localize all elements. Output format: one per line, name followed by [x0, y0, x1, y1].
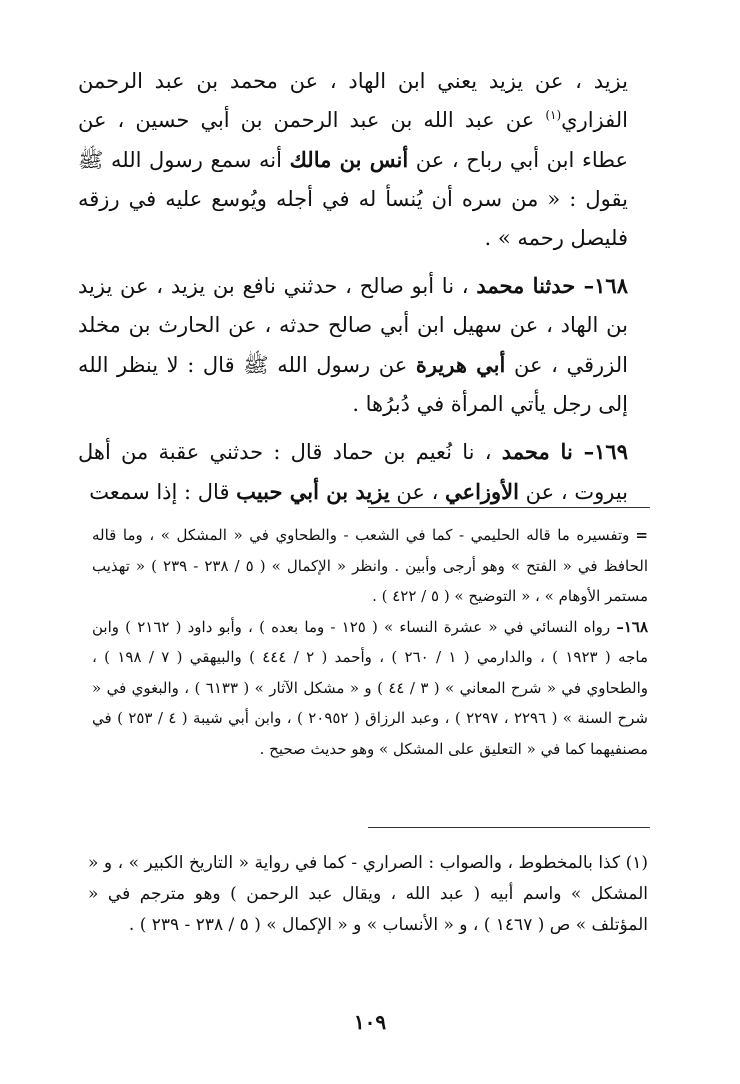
text-span: ، نا أبو صالح ، حدثني نافع بن يزيد ، عن يزيد بن الهاد ، عن سهيل ابن أبي صالح حدثه ، عن الحارث بن مخلد الزرقي ، عن [78, 274, 628, 377]
text-span: رواه النسائي في « عشرة النساء » ( ١٢٥ - وما بعده ) ، وأبو داود ( ٢١٦٢ ) وابن ماجه ( ١٩٢٣ ) ، والدارمي ( ١ / ٢٦٠ ) ، وأحمد ( ٢ / ٤٤٤ ) والبيهقي ( ٧ / ١٩٨ ) ، والطحاوي في « شرح المعاني » ( ٣ / ٤٤ ) و « مشكل الآثار » ( ٦١٣٣ ) ، والبغوي في « شرح السنة » ( ٢٢٩٦ ، ٢٢٩٧ ) ، وعبد الرزاق ( ٢٠٩٥٢ ) ، وابن أبي شيبة ( ٤ / ٢٥٣ ) في مصنفيهما كما في « التعليق على المشكل » وهو حديث صحيح . [92, 617, 649, 758]
commentary-notes [92, 520, 648, 764]
hadith-168 [78, 266, 628, 424]
hadith-number-169: ١٦٩– [583, 439, 628, 464]
hadith-keyword: حدثنا محمد [476, 273, 584, 298]
notes-divider [368, 507, 650, 508]
main-text [78, 62, 628, 520]
hadith-keyword: نا محمد [501, 439, 584, 464]
text-span: أنه سمع رسول الله ﷺ يقول : « من سره أن يُنسأ له في أجله ويُوسع عليه في رزقه فليصل رحمه » . [78, 148, 628, 250]
note-number-168: ١٦٨– [616, 617, 648, 636]
note-168 [92, 612, 648, 765]
hadith-169 [78, 432, 628, 512]
hadith-167-continuation [78, 62, 628, 258]
narrator-abu-hurayra: أبي هريرة [415, 352, 506, 377]
text-span: ، عن [389, 480, 446, 504]
footnote-ref-1: (١) [545, 108, 562, 122]
text-span: وتفسيره ما قاله الحليمي - كما في الشعب - والطحاوي في « المشكل » ، وما قاله الحافظ في « الفتح » وهو أرجى وأبين . وانظر « الإكمال » ( ٥ / ٢٣٨ - ٢٣٩ ) « تهذيب مستمر الأوهام » ، « التوضيح » ( ٥ / ٤٢٢ ) . [92, 526, 649, 605]
hadith-number-168: ١٦٨– [583, 273, 628, 298]
text-span: ، نا نُعيم بن حماد قال : حدثني عقبة من أهل بيروت ، عن [78, 440, 628, 504]
footnote-1: (١) كذا بالمخطوط ، والصواب : الصراري - كما في رواية « التاريخ الكبير » ، و « المشكل » واسم أبيه ( عبد الله ، ويقال عبد الرحمن ) وهو مترجم في « المؤتلف » ص ( ١٤٦٧ ) ، و « الأنساب » و « الإكمال » ( ٥ / ٢٣٨ - ٢٣٩ ) . [88, 853, 648, 935]
note-continuation [92, 520, 648, 612]
text-span: قال : إذا سمعت [89, 480, 237, 504]
narrator-anas: أنس بن مالك [289, 147, 409, 172]
continuation-mark: = [635, 526, 648, 544]
text-span: يزيد ، عن يزيد يعني ابن الهاد ، عن محمد بن عبد الرحمن الفزاري [78, 69, 628, 132]
narrator-yazid: يزيد بن أبي حبيب [236, 479, 390, 504]
text-span: عن عبد الله بن عبد الرحمن بن أبي حسين ، عن عطاء ابن أبي رباح ، عن [78, 108, 628, 172]
footnotes [88, 848, 648, 941]
page-number: ١٠٩ [353, 1010, 387, 1034]
text-span: عن رسول الله ﷺ قال : لا ينظر الله إلى رجل يأتي المرأة في دُبرُها . [78, 353, 628, 416]
narrator-awzai: الأوزاعي [445, 479, 519, 504]
footnote-divider [368, 827, 650, 828]
